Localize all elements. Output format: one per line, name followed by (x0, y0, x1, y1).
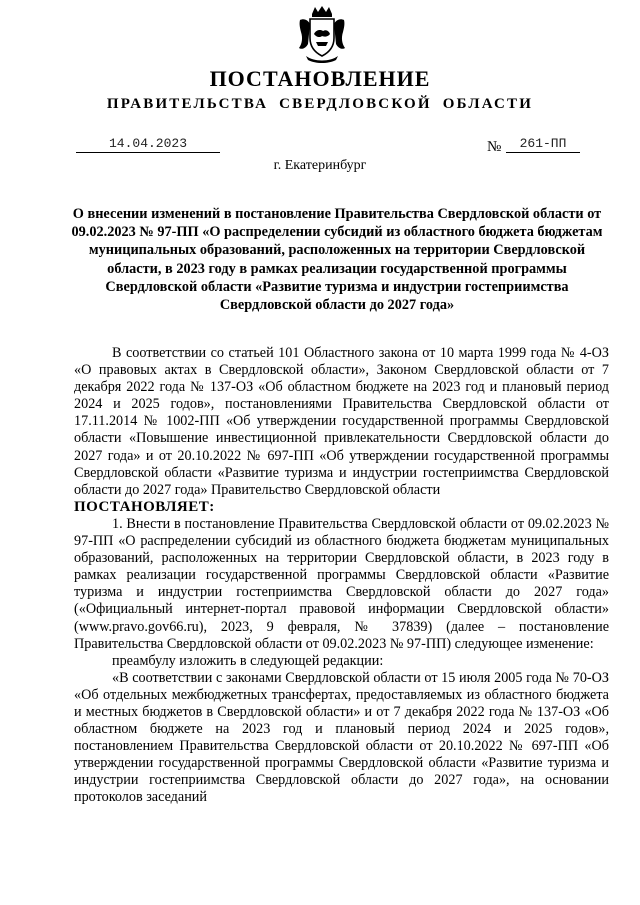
issue-city: г. Екатеринбург (273, 158, 367, 173)
item-1-paragraph: 1. Внести в постановление Правительства Свердловской области от 09.02.2023 № 97-ПП «О распределении субсидий из областного бюджета бюджетам муниципальных образований, расположенных на территории Свердловской области, в 2023 году в рамках реализации государственной программы Свердловской области «Развитие туризма и индустрии гостеприимства Свердловской области до 2027 года» («Официальный интернет-портал правовой информации Свердловской области» (www.pravo.gov66.ru), 2023, 9 февраля, № 37839) (далее – постановление Правительства Свердловской области от 09.02.2023 № 97-ПП) следующее изменение: (74, 515, 609, 652)
preamble-paragraph: преамбулу изложить в следующей редакции: (112, 652, 384, 669)
document-body (74, 345, 609, 807)
decree-heading: ПОСТАНОВЛЯЕТ: (74, 498, 215, 515)
document-subject: О внесении изменений в постановление Правительства Свердловской области от 09.02.2023 № 97-ПП «О распределении субсидий из областного бюджета бюджетам муниципальных образований, расположенных на территории Свердловской области, в 2023 году в рамках реализации государственной программы Свердловской области «Развитие туризма и индустрии гостеприимства Свердловской области до 2027 года» (71, 206, 603, 314)
intro-paragraph: В соответствии со статьей 101 Областного закона от 10 марта 1999 года № 4-ОЗ «О правовых актах в Свердловской области», Законом Свердловской области от 7 декабря 2022 года № 137-ОЗ «Об областном бюджете на 2023 год и плановый период 2024 и 2025 годов», постановлениями Правительства Свердловской области от 17.11.2014 № 1002-ПП «Об утверждении государственной программы Свердловской области «Повышение инвестиционной привлекательности Свердловской области до 2027 года» и от 20.10.2022 № 697-ПП «Об утверждении государственной программы Свердловской области «Развитие туризма и индустрии гостеприимства Свердловской области до 2027 года» Правительство Свердловской области (74, 345, 609, 498)
number-sign: № (487, 139, 502, 155)
document-date: 14.04.2023 (76, 136, 220, 153)
document-number: 261-ПП (506, 136, 580, 153)
coat-of-arms-emblem (296, 4, 348, 64)
preamble-quote-paragraph: «В соответствии с законами Свердловской области от 15 июля 2005 года № 70-ОЗ «Об отдельных межбюджетных трансфертах, предоставляемых из областного бюджета и местных бюджетов в Свердловской области» и от 7 декабря 2022 года № 137-ОЗ «Об областном бюджете на 2023 год и плановый период 2024 и 2025 годов», постановлением Правительства Свердловской области от 20.10.2022 № 697-ПП «Об утверждении государственной программы Свердловской области «Развитие туризма и индустрии гостеприимства Свердловской области до 2027 года», на основании протоколов заседаний (74, 669, 609, 806)
document-type-title: ПОСТАНОВЛЕНИЕ (209, 66, 431, 91)
issuing-authority: ПРАВИТЕЛЬСТВА СВЕРДЛОВСКОЙ ОБЛАСТИ (106, 96, 534, 112)
